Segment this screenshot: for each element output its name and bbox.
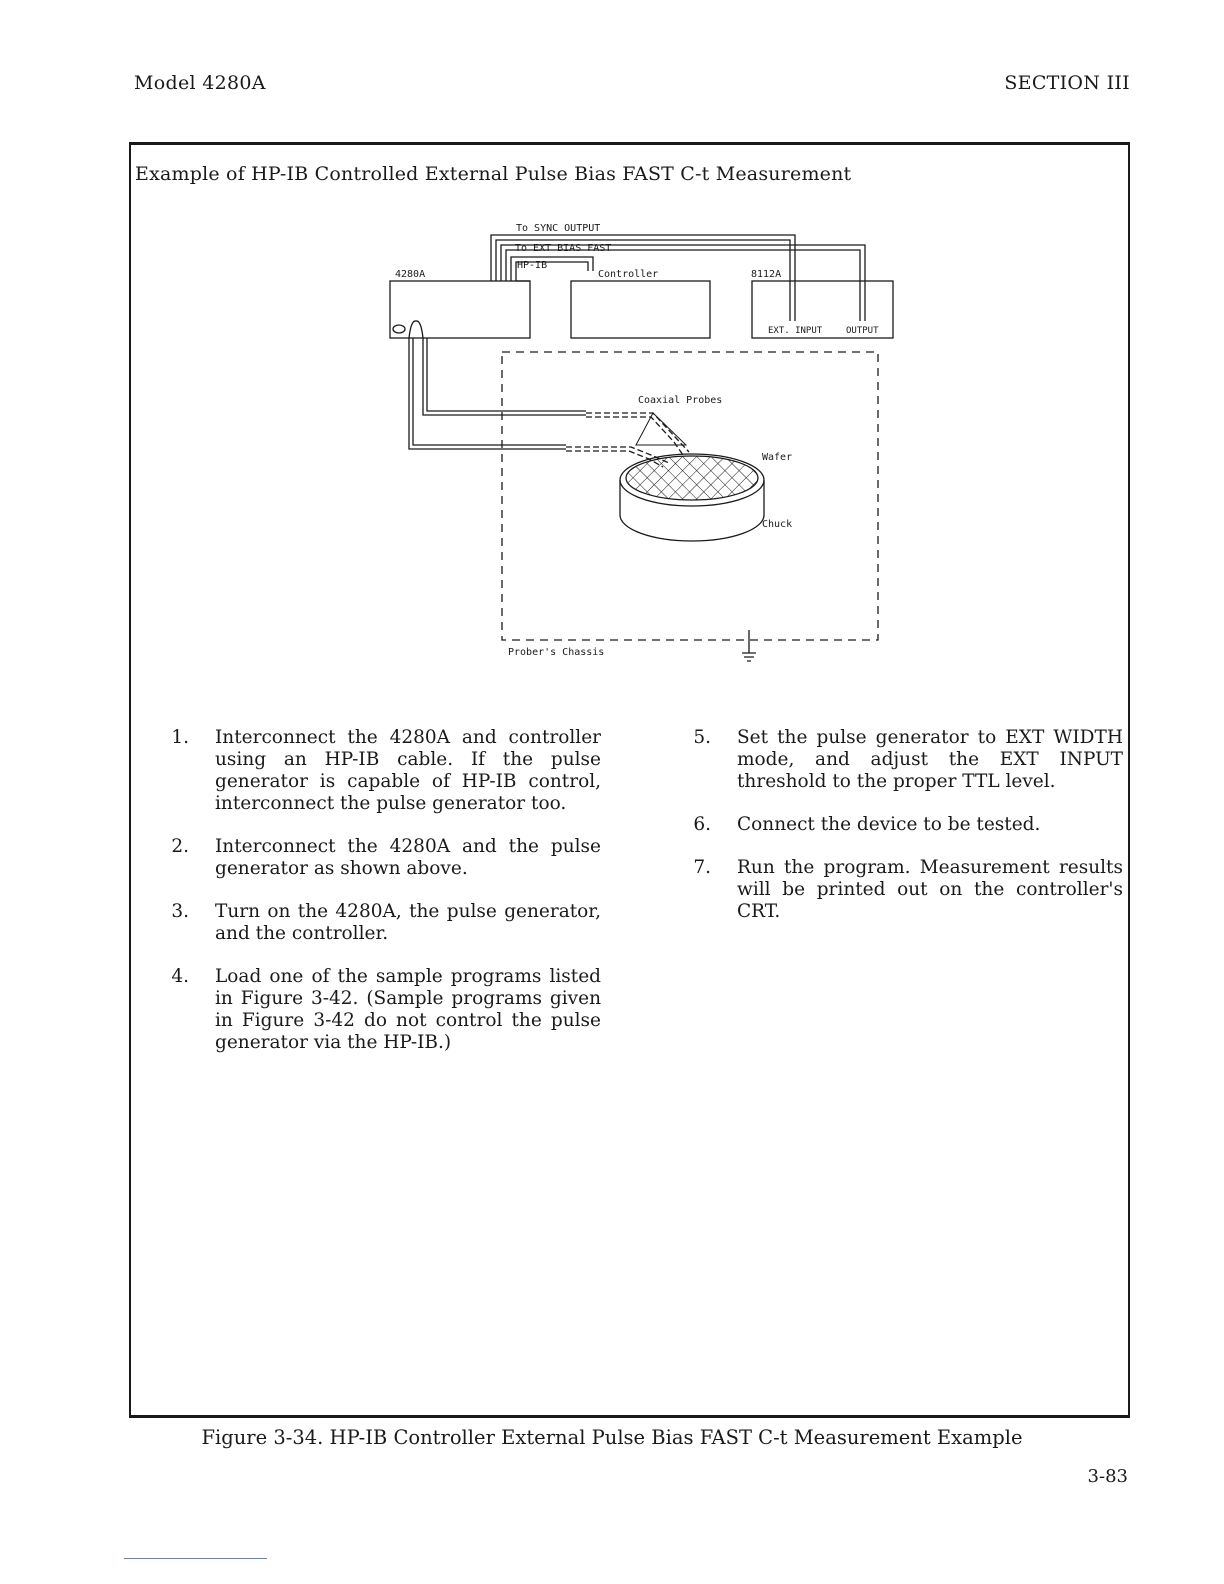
figure-title: Example of HP-IB Controlled External Pulse Bias FAST C-t Measurement: [135, 163, 852, 185]
step-6: 6. Connect the device to be tested.: [693, 814, 1041, 835]
label-ext-input: EXT. INPUT: [768, 326, 823, 336]
divider: [124, 1558, 267, 1559]
label-wafer: Wafer: [762, 452, 793, 463]
label-to-sync-output: To SYNC OUTPUT: [516, 223, 601, 234]
probe-cable-upper: [423, 338, 586, 415]
step-3: 3. Turn on the 4280A, the pulse generator, and the controller.: [171, 901, 601, 944]
label-chuck: Chuck: [762, 519, 793, 530]
connection-diagram: [131, 145, 1128, 705]
step-4: 4. Load one of the sample programs listed in Figure 3-42. (Sample programs given in Figure 3-42 do not control the pulse generator via the HP-IB.): [171, 966, 601, 1053]
label-hp-ib: HP-IB: [517, 260, 548, 271]
steps-right: [679, 727, 1123, 944]
label-probers-chassis: Prober's Chassis: [508, 647, 605, 658]
ground-icon: [742, 630, 756, 661]
steps-left: [157, 727, 601, 1075]
step-1: 1. Interconnect the 4280A and controller using an HP-IB cable. If the pulse generator is capable of HP-IB control, interconnect the pulse generator too.: [171, 727, 601, 814]
connector-icon: [393, 325, 405, 333]
step-2: 2. Interconnect the 4280A and the pulse generator as shown above.: [171, 836, 601, 879]
header-model: Model 4280A: [134, 72, 266, 94]
step-7: 7. Run the program. Measurement results will be printed out on the controller's CRT.: [693, 857, 1123, 922]
label-8112a: 8112A: [751, 269, 782, 280]
label-4280a: 4280A: [395, 269, 426, 280]
label-coaxial-probes: Coaxial Probes: [638, 395, 723, 406]
page-number: 3-83: [1087, 1466, 1128, 1487]
label-controller: Controller: [598, 269, 659, 280]
label-to-ext-bias: To EXT BIAS FAST: [515, 243, 612, 254]
box-controller: [571, 281, 710, 338]
probe-cable-lower: [409, 338, 566, 449]
label-output: OUTPUT: [846, 326, 879, 336]
figure-caption: Figure 3-34. HP-IB Controller External Pulse Bias FAST C-t Measurement Example: [201, 1426, 1023, 1449]
header-section: SECTION III: [1004, 72, 1130, 94]
step-5: 5. Set the pulse generator to EXT WIDTH mode, and adjust the EXT INPUT threshold to the proper TTL level.: [693, 727, 1123, 792]
figure-frame: [129, 142, 1130, 1418]
